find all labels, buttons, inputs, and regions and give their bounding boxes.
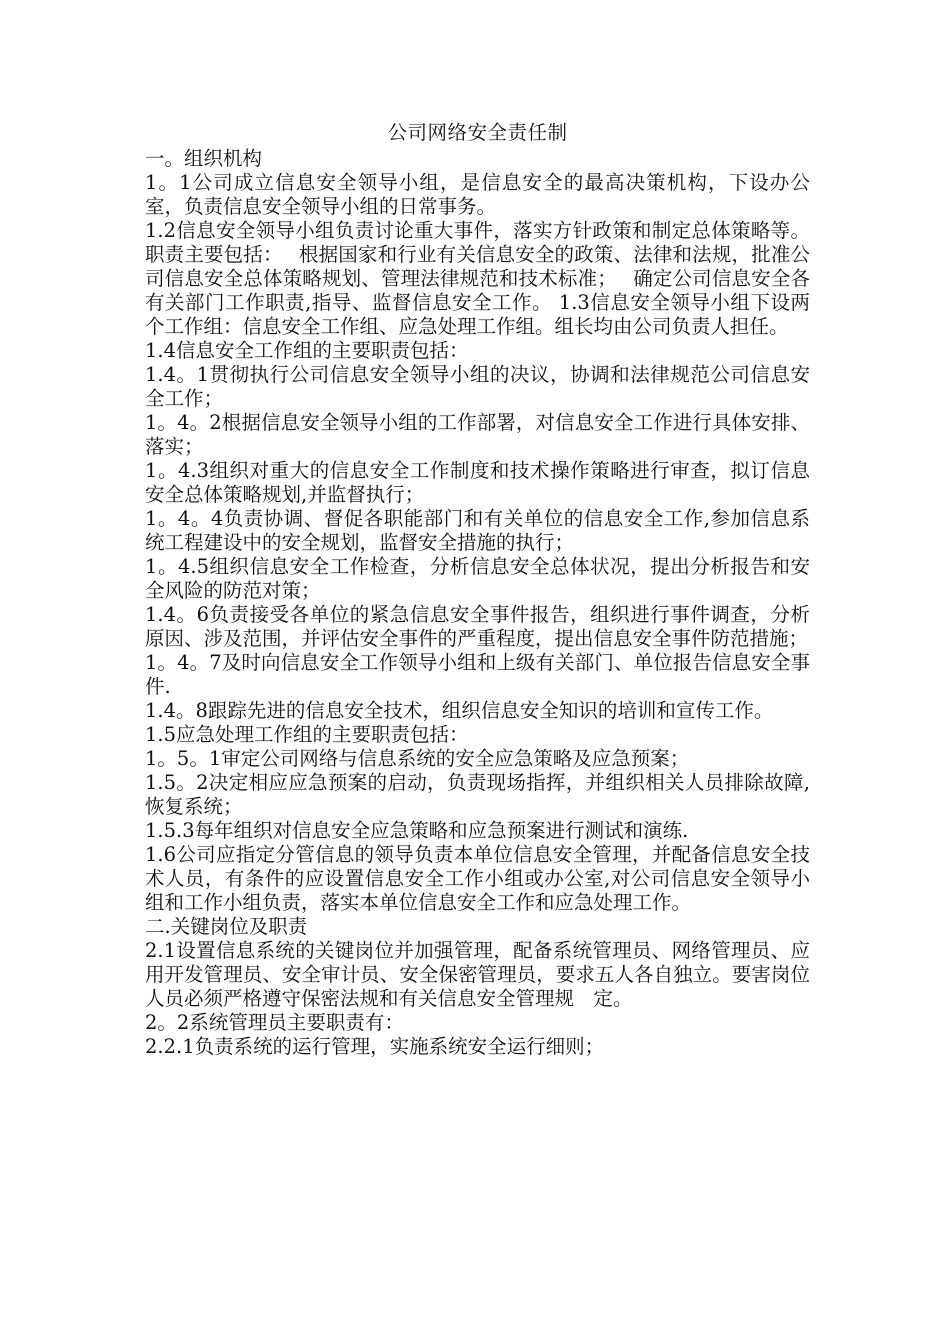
paragraph-1-5: 1.5应急处理工作组的主要职责包括： <box>145 723 469 746</box>
section-heading-organization: 一。组织机构 <box>145 147 263 170</box>
document-title: 公司网络安全责任制 <box>387 121 568 144</box>
paragraph-1-4-5: 1。4.5组织信息安全工作检查，分析信息安全总体状况，提出分析报告和安全风险的防范对策； <box>145 555 810 602</box>
paragraph-1-4: 1.4信息安全工作组的主要职责包括： <box>145 339 469 362</box>
paragraph-1-5-3: 1.5.3每年组织对信息安全应急策略和应急预案进行测试和演练. <box>145 819 689 842</box>
section-heading-key-positions: 二.关键岗位及职责 <box>145 915 308 938</box>
paragraph-1-4-1: 1.4。1贯彻执行公司信息安全领导小组的决议，协调和法律规范公司信息安全工作； <box>145 363 810 410</box>
paragraph-1-4-4: 1。4。4负责协调、督促各职能部门和有关单位的信息安全工作,参加信息系统工程建设中的安全规划，监督安全措施的执行； <box>145 507 810 554</box>
paragraph-1-6: 1.6公司应指定分管信息的领导负责本单位信息安全管理，并配备信息安全技术人员，有条件的应设置信息安全工作小组或办公室,对公司信息安全领导小组和工作小组负责，落实本单位信息安全工作和应急处理工作。 <box>145 843 810 914</box>
paragraph-1-4-6: 1.4。6负责接受各单位的紧急信息安全事件报告，组织进行事件调查，分析原因、涉及范围，并评估安全事件的严重程度，提出信息安全事件防范措施； <box>145 603 810 650</box>
paragraph-1-4-3: 1。4.3组织对重大的信息安全工作制度和技术操作策略进行审查，拟订信息安全总体策略规划,并监督执行； <box>145 459 810 506</box>
paragraph-1-5-1: 1。5。1审定公司网络与信息系统的安全应急策略及应急预案； <box>145 747 690 770</box>
paragraph-1-1: 1。1公司成立信息安全领导小组，是信息安全的最高决策机构，下设办公室，负责信息安全领导小组的日常事务。 <box>145 171 810 218</box>
paragraph-2-2: 2。2系统管理员主要职责有： <box>145 1011 404 1034</box>
paragraph-2-2-1: 2.2.1负责系统的运行管理，实施系统安全运行细则； <box>145 1035 605 1058</box>
paragraph-1-4-7: 1。4。7及时向信息安全工作领导小组和上级有关部门、单位报告信息安全事件. <box>145 651 810 698</box>
paragraph-1-4-2: 1。4。2根据信息安全领导小组的工作部署，对信息安全工作进行具体安排、落实； <box>145 411 810 458</box>
paragraph-2-1: 2.1设置信息系统的关键岗位并加强管理，配备系统管理员、网络管理员、应用开发管理员、安全审计员、安全保密管理员，要求五人各自独立。要害岗位人员必须严格遵守保密法规和有关信息安全管理规 定。 <box>145 939 810 1010</box>
document-page <box>145 121 810 1059</box>
paragraph-1-4-8: 1.4。8跟踪先进的信息安全技术，组织信息安全知识的培训和宣传工作。 <box>145 699 774 722</box>
paragraph-1-5-2: 1.5。2决定相应应急预案的启动，负责现场指挥，并组织相关人员排除故障,恢复系统； <box>145 771 810 818</box>
paragraph-1-2: 1.2信息安全领导小组负责讨论重大事件，落实方针政策和制定总体策略等。职责主要包括： 根据国家和行业有关信息安全的政策、法律和法规，批准公司信息安全总体策略规划、管理法律规范和技术标准； 确定公司信息安全各有关部门工作职责,指导、监督信息安全工作。 1.3信息安全领导小组下设两个工作组：信息安全工作组、应急处理工作组。组长均由公司负责人担任。 <box>145 219 810 338</box>
